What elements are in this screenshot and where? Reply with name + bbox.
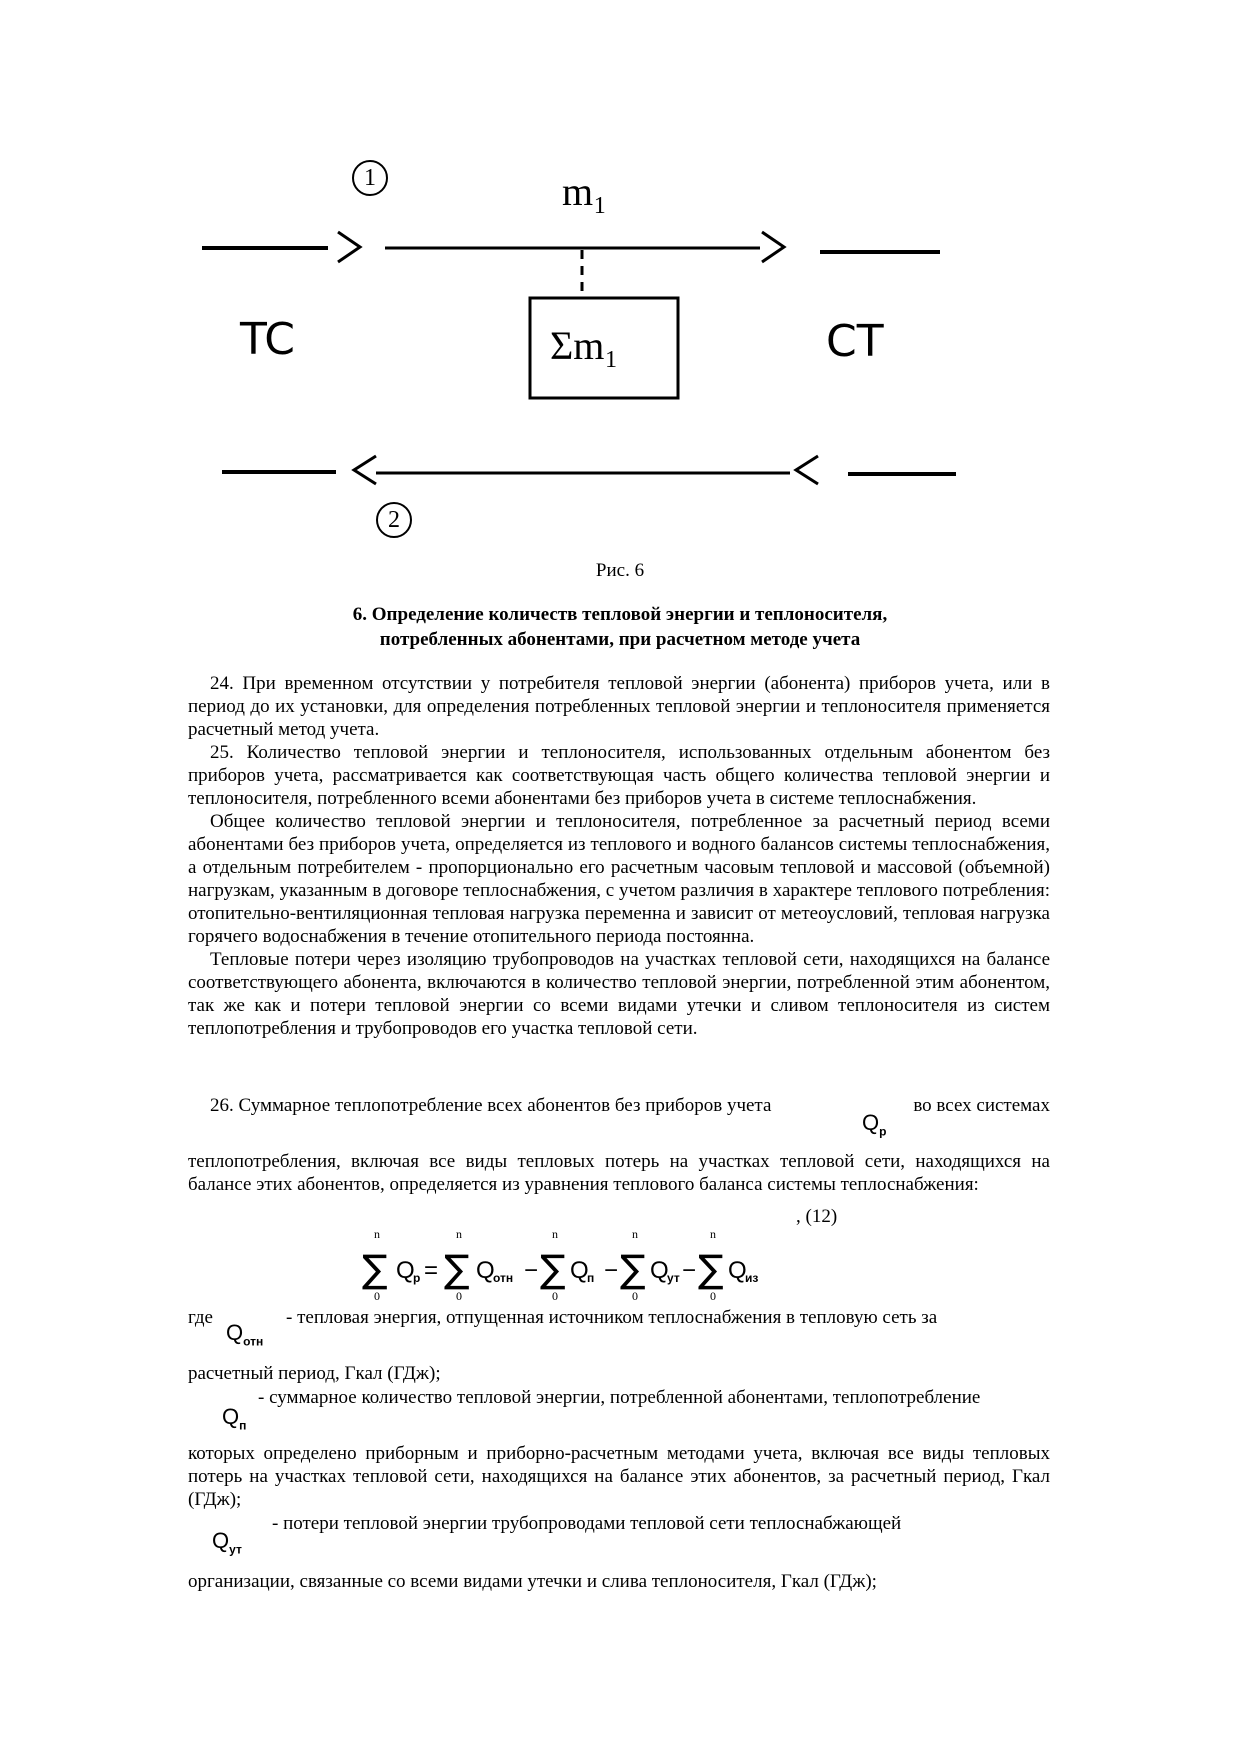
label-m1: m₁: [562, 169, 608, 214]
arrow-left-icon: [796, 456, 818, 484]
svg-text:n: n: [710, 1228, 716, 1241]
svg-text:из: из: [745, 1271, 759, 1285]
paragraph-26-start: 26. Суммарное теплопотребление всех абонентов без приборов учета: [210, 1095, 772, 1116]
heat-balance-formula: [360, 1228, 810, 1302]
sigma-4: ∑: [620, 1247, 646, 1291]
equals-sign: =: [424, 1257, 439, 1284]
svg-text:ут: ут: [667, 1271, 680, 1285]
sigma-3: ∑: [540, 1247, 566, 1291]
paragraph-general: Общее количество тепловой энергии и теплоносителя, потребленное за расчетный период всеми абонентами без приборов учета, определяется из теплового и водного балансов системы теплоснабжения, а отдельным потребителем - пропорционально его расчетным часовым тепловой и массовой (объемной) нагрузкам, указанным в договоре теплоснабжения, с учетом различия в характере теплового потребления: отопительно-вентиляционная тепловая нагрузка переменна и зависит от метеоусловий, тепловая нагрузка горячего водоснабжения в течение отопительного периода постоянна.: [188, 811, 1050, 947]
section-heading: [0, 602, 1240, 652]
where-word: где: [188, 1307, 213, 1328]
paragraph-losses: Тепловые потери через изоляцию трубопроводов на участках тепловой сети, находящихся на балансе соответствующего абонента, включаются в количество тепловой энергии, потребленной этим абонентом, так же как и потери тепловой энергии со всеми видами утечки и сливом теплоносителя из систем теплопотребления и трубопроводов его участка тепловой сети.: [188, 949, 1050, 1039]
symbol-qotn: $Q_{отн}$: [226, 1320, 264, 1349]
formula-svg: [360, 1228, 810, 1302]
symbol-qr: $Q_р$: [862, 1110, 887, 1139]
svg-text:n: n: [552, 1228, 558, 1241]
paragraph-26-end: во всех системах: [913, 1095, 1050, 1116]
paragraph-26-continuation: теплопотребления, включая все виды тепловых потерь на участках тепловой сети, находящихся на балансе этих абонентов, определяется из уравнения теплового баланса системы теплоснабжения:: [188, 1151, 1050, 1195]
definition-qotn-line-2: расчетный период, Гкал (ГДж);: [188, 1363, 441, 1384]
body-text-block: [188, 672, 1050, 1040]
svg-text:Q: Q: [570, 1257, 589, 1284]
arrow-right-icon: [762, 232, 784, 262]
svg-text:−: −: [524, 1257, 539, 1284]
figure-caption: Рис. 6: [595, 560, 645, 581]
equation-number: , (12): [796, 1206, 838, 1227]
svg-text:n: n: [456, 1228, 462, 1241]
svg-text:0: 0: [456, 1289, 462, 1302]
sum-lower-1: 0: [374, 1289, 380, 1302]
symbol-qp: $Q_п$: [222, 1404, 247, 1433]
sigma-1: ∑: [362, 1247, 388, 1291]
svg-text:−: −: [604, 1257, 619, 1284]
flow-diagram: [180, 150, 1060, 550]
definition-qut-text: - потери тепловой энергии трубопроводами тепловой сети теплоснабжающей: [272, 1513, 902, 1534]
label-tc: TC: [240, 314, 296, 365]
marker-2: 2: [376, 502, 412, 538]
sum-upper-1: n: [374, 1228, 380, 1241]
sigma-5: ∑: [698, 1247, 724, 1291]
arrow-right-icon: [338, 232, 360, 262]
definition-qut-continuation: организации, связанные со всеми видами утечки и слива теплоносителя, Гкал (ГДж);: [188, 1571, 877, 1592]
paragraph-24: 24. При временном отсутствии у потребителя тепловой энергии (абонента) приборов учета, или в период до их установки, для определения потребленных тепловой энергии и теплоносителя применяется расчетный метод учета.: [188, 673, 1050, 740]
arrow-left-icon: [354, 456, 376, 484]
definition-qp-text: - суммарное количество тепловой энергии, потребленной абонентами, теплопотребление: [258, 1387, 981, 1408]
svg-text:Q: Q: [650, 1257, 669, 1284]
section-heading-line-1: 6. Определение количеств тепловой энергии и теплоносителя,: [352, 604, 888, 625]
svg-text:Q: Q: [728, 1257, 747, 1284]
marker-1: 1: [352, 160, 388, 196]
label-sum-m1: Σm₁: [550, 323, 619, 368]
symbol-qut: $Q_{ут}$: [212, 1528, 242, 1557]
definition-qp-continuation: которых определено приборным и приборно-расчетным методами учета, включая все виды тепловых потерь на участках тепловой сети, находящихся на балансе этих абонентов, за расчетный период, Гкал (ГДж);: [188, 1443, 1050, 1510]
svg-text:Q: Q: [396, 1257, 415, 1284]
label-ct: CT: [826, 316, 884, 367]
section-heading-line-2: потребленных абонентами, при расчетном методе учета: [379, 629, 861, 650]
svg-text:0: 0: [632, 1289, 638, 1302]
figure-6-diagram: [180, 150, 1060, 550]
svg-text:0: 0: [552, 1289, 558, 1302]
svg-text:р: р: [413, 1271, 421, 1285]
svg-text:отн: отн: [493, 1271, 514, 1285]
svg-text:п: п: [587, 1271, 595, 1285]
svg-text:−: −: [682, 1257, 697, 1284]
sigma-2: ∑: [444, 1247, 470, 1291]
svg-text:n: n: [632, 1228, 638, 1241]
paragraph-25: 25. Количество тепловой энергии и теплоносителя, использованных отдельным абонентом без приборов учета, рассматривается как соответствующая часть общего количества тепловой энергии и теплоносителя, потребленного всеми абонентами без приборов учета в системе теплоснабжения.: [188, 742, 1050, 809]
svg-text:0: 0: [710, 1289, 716, 1302]
svg-text:Q: Q: [476, 1257, 495, 1284]
definition-qotn-text: - тепловая энергия, отпущенная источником теплоснабжения в тепловую сеть за: [286, 1307, 938, 1328]
